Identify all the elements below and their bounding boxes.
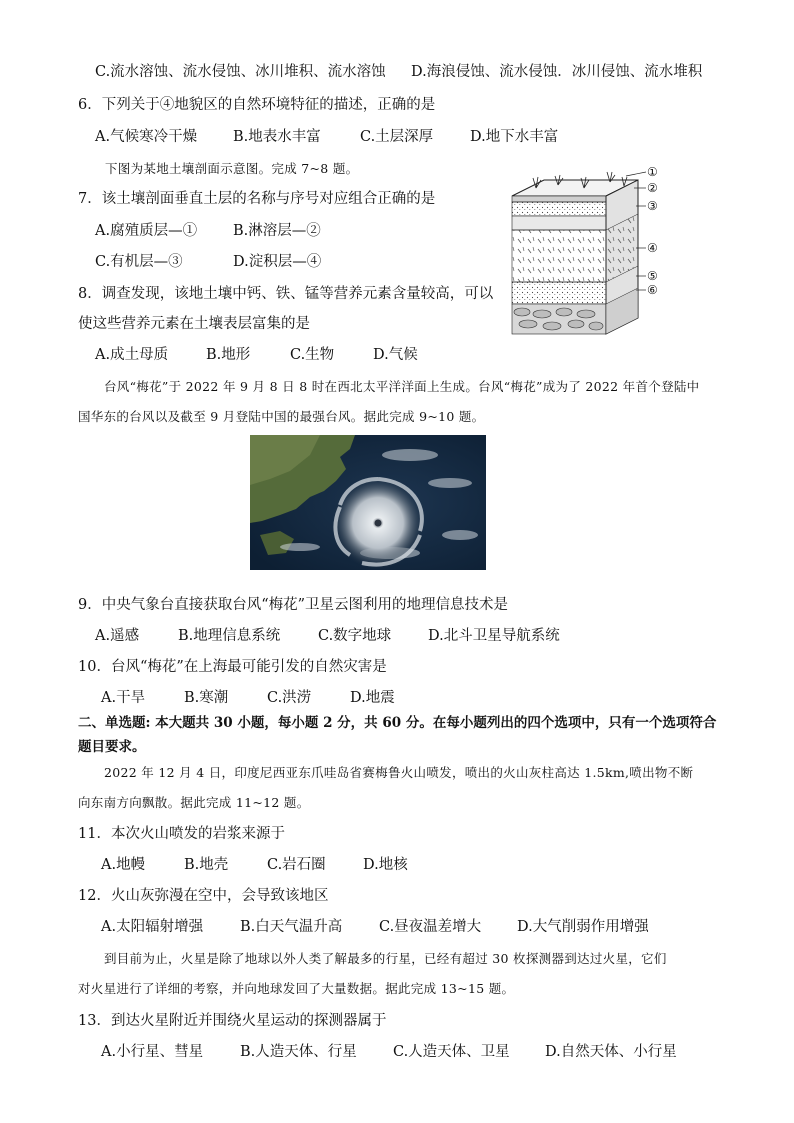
q13-stem: 13．到达火星附近并围绕火星运动的探测器属于 (78, 1013, 387, 1029)
q11-option-a: A.地幔 (101, 857, 146, 873)
q8-option-b: B.地形 (206, 347, 251, 363)
intro-13-15-line1: 到目前为止，火星是除了地球以外人类了解最多的行星，已经有超过 30 枚探测器到达过火星，它们 (104, 951, 667, 966)
q9-stem: 9．中央气象台直接获取台风“梅花”卫星云图利用的地理信息技术是 (78, 597, 509, 613)
q7-option-c: C.有机层—③ (95, 254, 183, 270)
intro-9-10-line1: 台风“梅花”于 2022 年 9 月 8 日 8 时在西北太平洋洋面上生成。台风“梅花”成为了 2022 年首个登陆中 (104, 379, 700, 394)
intro-11-12-line2: 向东南方向飘散。据此完成 11~12 题。 (78, 795, 310, 810)
soil-label-2: ② (647, 181, 658, 195)
q12-option-d: D.大气削弱作用增强 (517, 919, 649, 935)
q9-option-b: B.地理信息系统 (178, 628, 281, 644)
q7-option-a: A.腐殖质层—① (95, 223, 198, 239)
intro-13-15-line2: 对火星进行了详细的考察，并向地球发回了大量数据。据此完成 13~15 题。 (78, 981, 515, 996)
q8-stem-line2: 使这些营养元素在土壤表层富集的是 (78, 316, 310, 332)
q11-option-c: C.岩石圈 (267, 857, 326, 873)
q13-option-c: C.人造天体、卫星 (393, 1044, 510, 1060)
intro-7-8: 下图为某地土壤剖面示意图。完成 7~8 题。 (105, 161, 359, 176)
q6-option-a: A.气候寒冷干燥 (95, 129, 198, 145)
q10-option-a: A.干旱 (101, 690, 146, 706)
q7-option-d: D.淀积层—④ (233, 254, 322, 270)
q7-stem: 7．该土壤剖面垂直土层的名称与序号对应组合正确的是 (78, 191, 436, 207)
q6-option-b: B.地表水丰富 (233, 129, 321, 145)
q6-option-c: C.土层深厚 (360, 129, 434, 145)
soil-label-1: ① (647, 166, 658, 179)
q10-option-d: D.地震 (350, 690, 395, 706)
section2-heading-line2: 题目要求。 (78, 739, 146, 755)
soil-label-6: ⑥ (647, 283, 658, 297)
q6-stem: 6．下列关于④地貌区的自然环境特征的描述，正确的是 (78, 97, 436, 113)
q8-stem-line1: 8．调查发现，该地土壤中钙、铁、锰等营养元素含量较高，可以 (78, 286, 494, 302)
soil-label-3: ③ (647, 199, 658, 213)
intro-9-10-line2: 国华东的台风以及截至 9 月登陆中国的最强台风。据此完成 9~10 题。 (78, 409, 485, 424)
q8-option-d: D.气候 (373, 347, 418, 363)
q13-option-b: B.人造天体、行星 (240, 1044, 357, 1060)
intro-11-12-line1: 2022 年 12 月 4 日，印度尼西亚东爪哇岛省赛梅鲁火山喷发，喷出的火山灰柱高达 1.5km,喷出物不断 (104, 765, 694, 780)
q8-option-c: C.生物 (290, 347, 335, 363)
q11-stem: 11．本次火山喷发的岩浆来源于 (78, 826, 285, 842)
q9-option-c: C.数字地球 (318, 628, 392, 644)
q12-option-b: B.白天气温升高 (240, 919, 343, 935)
q12-stem: 12．火山灰弥漫在空中，会导致该地区 (78, 888, 329, 904)
q12-option-a: A.太阳辐射增强 (101, 919, 204, 935)
soil-label-4: ④ (647, 241, 658, 255)
q10-stem: 10．台风“梅花”在上海最可能引发的自然灾害是 (78, 659, 387, 675)
q5-option-c: C.流水溶蚀、流水侵蚀、冰川堆积、流水溶蚀 (95, 64, 386, 80)
q13-option-a: A.小行星、彗星 (101, 1044, 204, 1060)
q12-option-c: C.昼夜温差增大 (379, 919, 482, 935)
q8-option-a: A.成土母质 (95, 347, 169, 363)
q5-option-d: D.海浪侵蚀、流水侵蚀．冰川侵蚀、流水堆积 (411, 64, 703, 80)
q11-option-b: B.地壳 (184, 857, 229, 873)
q9-option-a: A.遥感 (95, 628, 140, 644)
q6-option-d: D.地下水丰富 (470, 129, 559, 145)
q10-option-b: B.寒潮 (184, 690, 229, 706)
q11-option-d: D.地核 (363, 857, 408, 873)
q7-option-b: B.淋溶层—② (233, 223, 321, 239)
q13-option-d: D.自然天体、小行星 (545, 1044, 677, 1060)
soil-label-5: ⑤ (647, 269, 658, 283)
soil-profile-diagram (506, 166, 670, 342)
q9-option-d: D.北斗卫星导航系统 (428, 628, 560, 644)
q10-option-c: C.洪涝 (267, 690, 312, 706)
typhoon-satellite-image (250, 435, 486, 570)
section2-heading-line1: 二、单选题: 本大题共 30 小题，每小题 2 分，共 60 分。在每小题列出的四个选项中，只有一个选项符合 (78, 715, 717, 731)
